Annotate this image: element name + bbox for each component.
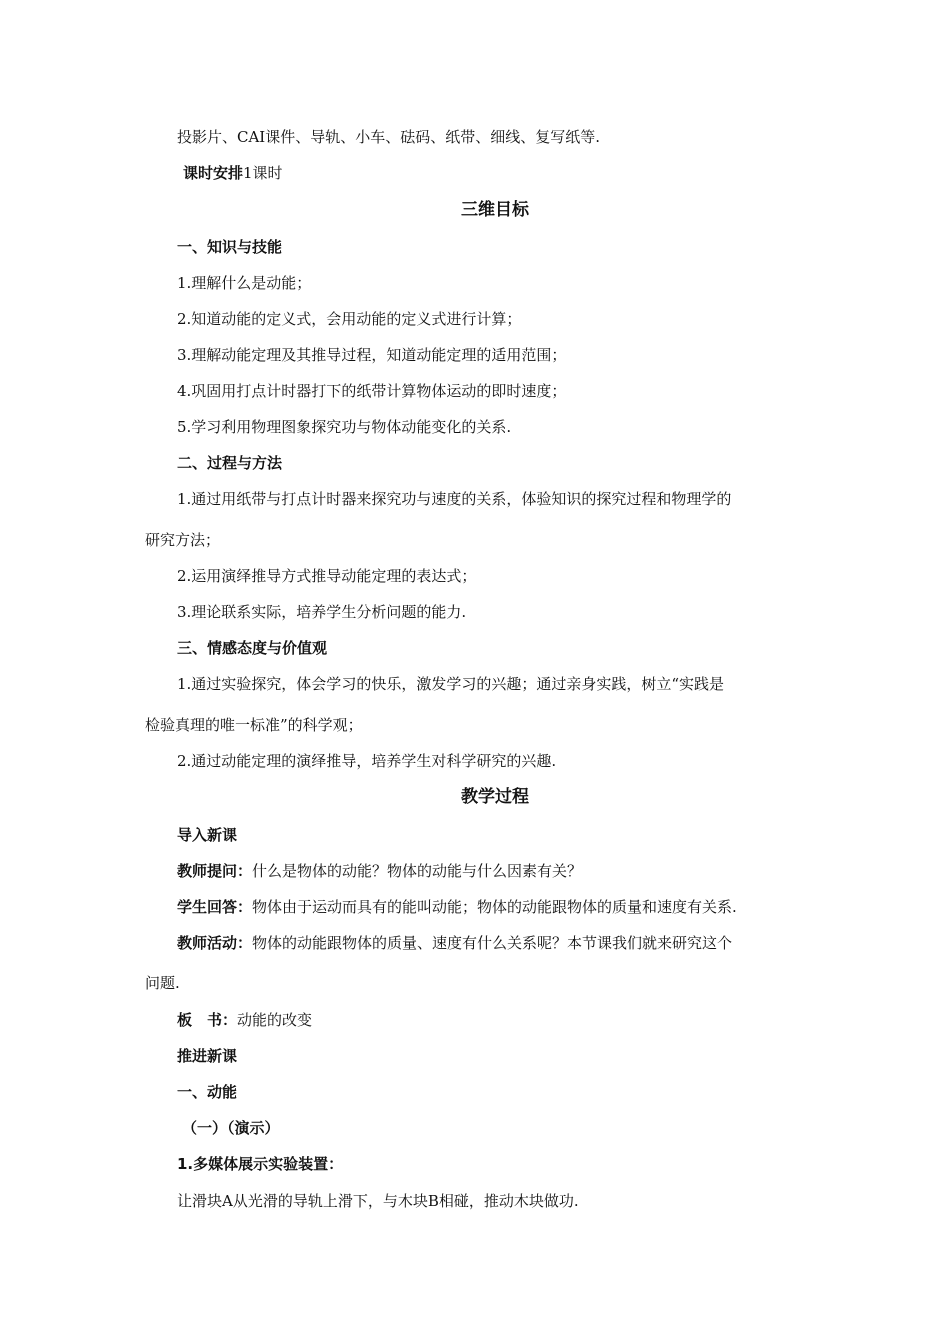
goals-s3-p1: 1.通过实验探究，体会学习的快乐，激发学习的兴趣；通过亲身实践，树立“实践是: [177, 675, 724, 693]
goals-s3-p2: 2.通过动能定理的演绎推导，培养学生对科学研究的兴趣.: [177, 752, 557, 770]
board-line: [177, 1010, 312, 1030]
intro-heading: 导入新课: [177, 826, 238, 844]
teacher-question-label: 教师提问：: [177, 862, 253, 880]
process-title: 教学过程: [461, 787, 529, 807]
goals-title: 三维目标: [461, 200, 529, 220]
step1-heading: 1.多媒体展示实验装置：: [177, 1155, 344, 1173]
goals-s3-p1-cont: 检验真理的唯一标准”的科学观；: [145, 716, 363, 734]
student-answer-label: 学生回答：: [177, 898, 253, 916]
goals-s1-item: 5.学习利用物理图象探究功与物体动能变化的关系.: [177, 418, 512, 436]
goals-s1-item: 4.巩固用打点计时器打下的纸带计算物体运动的即时速度；: [177, 382, 567, 400]
teacher-activity: [177, 933, 732, 953]
student-answer-text: 物体由于运动而具有的能叫动能；物体的动能跟物体的质量和速度有关系.: [252, 898, 737, 916]
schedule-line: [183, 163, 283, 183]
board-label: 板 书：: [177, 1011, 238, 1029]
teacher-activity-cont: 问题.: [145, 974, 180, 992]
board-text: 动能的改变: [237, 1011, 313, 1029]
schedule-label: 课时安排: [183, 164, 244, 182]
teacher-activity-text: 物体的动能跟物体的质量、速度有什么关系呢？本节课我们就来研究这个: [252, 934, 733, 952]
schedule-value: 1课时: [243, 164, 283, 182]
goals-s1-item: 3.理解动能定理及其推导过程，知道动能定理的适用范围；: [177, 346, 567, 364]
teacher-activity-label: 教师活动：: [177, 934, 253, 952]
materials-line: 投影片、CAI课件、导轨、小车、砝码、纸带、细线、复写纸等.: [177, 128, 601, 146]
section-kinetic-energy: 一、动能: [177, 1083, 238, 1101]
goals-s1-item: 1.理解什么是动能；: [177, 274, 312, 292]
goals-s2-p2: 2.运用演绎推导方式推导动能定理的表达式；: [177, 567, 477, 585]
goals-s1-item: 2.知道动能的定义式，会用动能的定义式进行计算；: [177, 310, 522, 328]
goals-s1-heading: 一、知识与技能: [177, 238, 283, 256]
step1-text: 让滑块A从光滑的导轨上滑下，与木块B相碰，推动木块做功.: [177, 1192, 579, 1210]
teacher-question: [177, 861, 582, 881]
teacher-question-text: 什么是物体的动能？物体的动能与什么因素有关？: [252, 862, 583, 880]
student-answer: [177, 897, 737, 917]
goals-s3-heading: 三、情感态度与价值观: [177, 639, 328, 657]
goals-s2-p1-cont: 研究方法；: [145, 531, 221, 549]
advance-heading: 推进新课: [177, 1047, 238, 1065]
goals-s2-heading: 二、过程与方法: [177, 454, 283, 472]
goals-s2-p3: 3.理论联系实际，培养学生分析问题的能力.: [177, 603, 467, 621]
demo-heading: （一）（演示）: [182, 1119, 280, 1137]
goals-s2-p1: 1.通过用纸带与打点计时器来探究功与速度的关系，体验知识的探究过程和物理学的: [177, 490, 732, 508]
